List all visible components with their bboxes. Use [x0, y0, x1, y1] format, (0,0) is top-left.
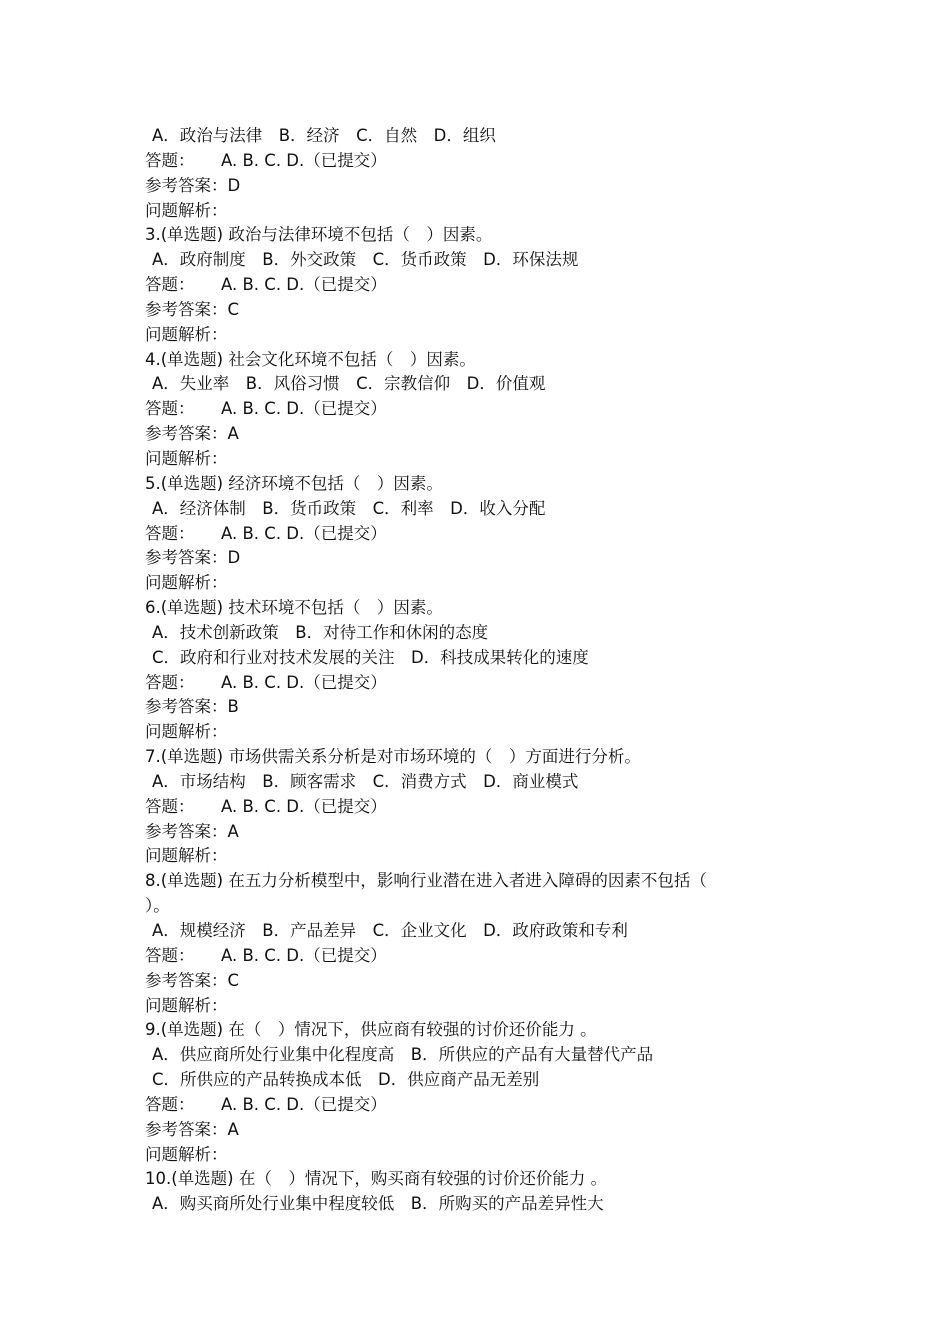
reference-answer: 参考答案：A [145, 1119, 239, 1139]
options-line: A．经济体制 B．货币政策 C．利率 D．收入分配 [152, 498, 546, 518]
options-line: C．政府和行业对技术发展的关注 D．科技成果转化的速度 [152, 647, 589, 667]
reference-answer: 参考答案：A [145, 424, 239, 444]
answer-value: A. B. C. D.（已提交） [221, 945, 387, 965]
reference-answer: 参考答案：B [145, 697, 239, 717]
question-analysis: 问题解析： [145, 448, 228, 468]
options-line: A．失业率 B．风俗习惯 C．宗教信仰 D．价值观 [152, 374, 546, 394]
submitted-answer [145, 273, 825, 298]
reference-answer: 参考答案：C [145, 970, 240, 990]
options-line: A．规模经济 B．产品差异 C．企业文化 D．政府政策和专利 [152, 921, 628, 940]
question-analysis: 问题解析： [145, 324, 228, 344]
options-line: A．政府制度 B．外交政策 C．货币政策 D．环保法规 [152, 250, 579, 270]
question-stem: 9.(单选题) 在（ ）情况下，供应商有较强的讨价还价能力 。 [145, 1020, 597, 1040]
reference-answer: 参考答案：C [145, 299, 240, 319]
submitted-answer [145, 149, 825, 174]
answer-label: 答题： [145, 150, 195, 170]
options-line: A．技术创新政策 B．对待工作和休闲的态度 [152, 622, 489, 642]
answer-label: 答题： [145, 945, 195, 965]
reference-answer: 参考答案：D [145, 548, 241, 568]
reference-answer: 参考答案：D [145, 175, 241, 195]
question-analysis: 问题解析： [145, 200, 228, 220]
answer-value: A. B. C. D.（已提交） [221, 796, 387, 816]
reference-answer: 参考答案：A [145, 821, 239, 841]
submitted-answer [145, 522, 825, 547]
answer-value: A. B. C. D.（已提交） [221, 523, 387, 543]
question-analysis: 问题解析： [145, 995, 228, 1015]
options-line: C．所供应的产品转换成本低 D．供应商产品无差别 [152, 1070, 540, 1090]
answer-value: A. B. C. D.（已提交） [221, 672, 387, 692]
submitted-answer [145, 1093, 825, 1118]
answer-label: 答题： [145, 1094, 195, 1114]
question-analysis: 问题解析： [145, 1144, 228, 1164]
options-line: A．供应商所处行业集中化程度高 B．所供应的产品有大量替代产品 [152, 1045, 654, 1065]
submitted-answer [145, 944, 825, 969]
question-stem: 3.(单选题) 政治与法律环境不包括（ ）因素。 [145, 225, 493, 245]
options-line: A．购买商所处行业集中程度较低 B．所购买的产品差异性大 [152, 1194, 604, 1214]
question-analysis: 问题解析： [145, 722, 228, 742]
answer-label: 答题： [145, 275, 195, 295]
question-stem: 6.(单选题) 技术环境不包括（ ）因素。 [145, 598, 443, 618]
question-stem: 4.(单选题) 社会文化环境不包括（ ）因素。 [145, 349, 476, 369]
answer-value: A. B. C. D.（已提交） [221, 275, 387, 295]
submitted-answer [145, 671, 825, 696]
options-line: A．政治与法律 B．经济 C．自然 D．组织 [152, 126, 496, 145]
answer-value: A. B. C. D.（已提交） [221, 150, 387, 170]
question-analysis: 问题解析： [145, 846, 228, 866]
question-stem: 10.(单选题) 在（ ）情况下，购买商有较强的讨价还价能力 。 [145, 1169, 608, 1189]
answer-label: 答题： [145, 523, 195, 543]
answer-label: 答题： [145, 399, 195, 419]
answer-value: A. B. C. D.（已提交） [221, 399, 387, 419]
submitted-answer [145, 795, 825, 820]
question-stem: 5.(单选题) 经济环境不包括（ ）因素。 [145, 473, 443, 493]
options-line: A．市场结构 B．顾客需求 C．消费方式 D．商业模式 [152, 771, 579, 791]
answer-value: A. B. C. D.（已提交） [221, 1094, 387, 1114]
submitted-answer [145, 397, 825, 422]
question-stem: 7.(单选题) 市场供需关系分析是对市场环境的（ ）方面进行分析。 [145, 747, 641, 767]
question-stem: 8.(单选题) 在五力分析模型中，影响行业潜在进入者进入障碍的因素不包括（ [145, 871, 707, 891]
question-analysis: 问题解析： [145, 573, 228, 593]
answer-label: 答题： [145, 796, 195, 816]
question-stem-continuation: ）。 [145, 896, 170, 916]
answer-label: 答题： [145, 672, 195, 692]
question-list [145, 124, 825, 1217]
